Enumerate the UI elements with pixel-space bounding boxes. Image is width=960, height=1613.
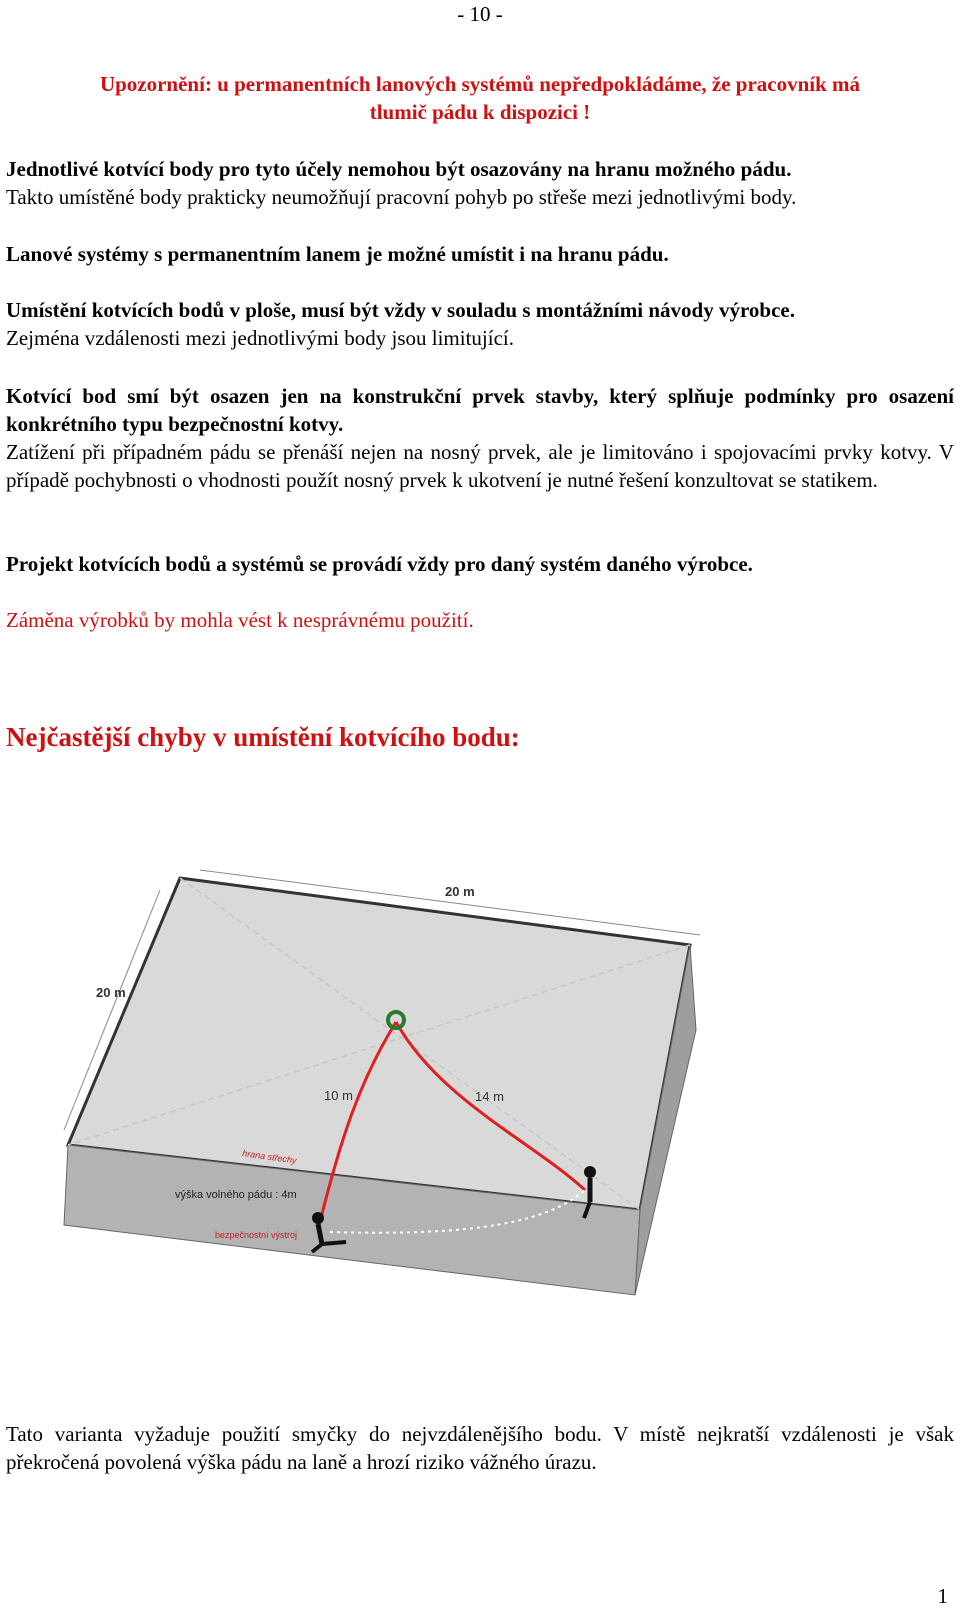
label-free-fall-height: výška volného pádu : 4m bbox=[175, 1189, 297, 1201]
conclusion-paragraph: Tato varianta vyžaduje použití smyčky do nejvzdálenějšího bodu. V místě nejkratší vzdálenosti je však překročená povolená výška pádu na laně a hrozí riziko vážného úrazu. bbox=[6, 1422, 954, 1474]
label-safety-gear: bezpečnostní výstroj bbox=[215, 1230, 298, 1240]
paragraph-normal: Zatížení při případném pádu se přenáší nejen na nosný prvek, ale je limitováno i spojovacími prvky kotvy. V případě pochybnosti o vhodnosti použít nosný prvek k ukotvení je nutné řešení konzultovat se statikem. bbox=[6, 440, 954, 492]
paragraph-bold: Umístění kotvících bodů v ploše, musí být vždy v souladu s montážními návody výrobce. bbox=[6, 298, 795, 322]
paragraph-edge-anchors bbox=[6, 155, 954, 211]
label-roof-edge: hrana střechy bbox=[241, 1148, 298, 1166]
paragraph-bold: Kotvící bod smí být osazen jen na konstrukční prvek stavby, který splňuje podmínky pro osazení konkrétního typu bezpečnostní kotvy. bbox=[6, 384, 954, 436]
paragraph-construction bbox=[6, 382, 954, 494]
label-distance-14m: 14 m bbox=[475, 1089, 504, 1104]
page-header: - 10 - bbox=[457, 2, 503, 26]
roof-diagram-svg bbox=[60, 840, 760, 1300]
paragraph-normal: Takto umístěné body prakticky neumožňují pracovní pohyb po střeše mezi jednotlivými body. bbox=[6, 185, 797, 209]
warning-line-1: Upozornění: u permanentních lanových systémů nepředpokládáme, že pracovník má bbox=[99, 72, 861, 96]
paragraph-placement bbox=[6, 296, 954, 352]
warning-line-2: tlumič pádu k dispozici ! bbox=[369, 100, 591, 124]
label-distance-10m: 10 m bbox=[324, 1088, 353, 1103]
page-number: 1 bbox=[937, 1584, 948, 1608]
roof-diagram bbox=[60, 840, 760, 1300]
paragraph-normal: Zejména vzdálenosti mezi jednotlivými body jsou limitující. bbox=[6, 326, 514, 350]
paragraph-warning-swap: Záměna výrobků by mohla vést k nesprávnému použití. bbox=[6, 608, 474, 632]
paragraph-bold: Jednotlivé kotvící body pro tyto účely nemohou být osazovány na hranu možného pádu. bbox=[6, 157, 792, 181]
warning-text bbox=[6, 70, 954, 126]
label-left-width: 20 m bbox=[96, 985, 126, 1000]
paragraph-rope-systems: Lanové systémy s permanentním lanem je možné umístit i na hranu pádu. bbox=[6, 242, 669, 266]
paragraph-project: Projekt kotvících bodů a systémů se provádí vždy pro daný systém daného výrobce. bbox=[6, 552, 753, 576]
label-top-width: 20 m bbox=[445, 884, 475, 899]
section-heading: Nejčastější chyby v umístění kotvícího bodu: bbox=[6, 722, 520, 752]
